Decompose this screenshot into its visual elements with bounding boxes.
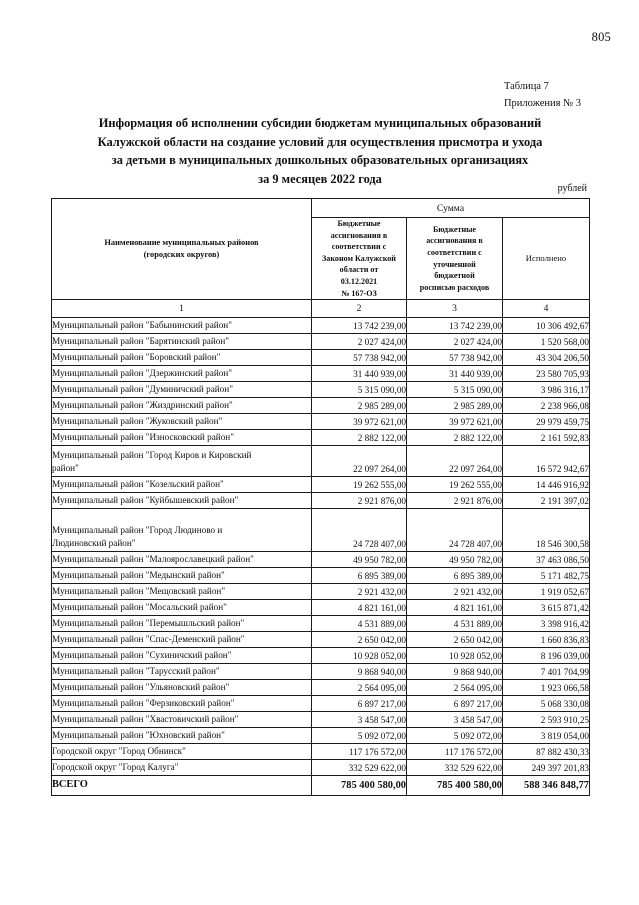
col2-line5: области от [339, 265, 379, 275]
cell-revised-assignments: 117 176 572,00 [407, 744, 503, 760]
cell-municipality-name: Муниципальный район "Износковский район" [52, 430, 312, 446]
cell-executed: 5 171 482,75 [503, 568, 590, 584]
cell-law-assignments: 24 728 407,00 [312, 509, 407, 552]
cell-law-assignments: 5 315 090,00 [312, 382, 407, 398]
cell-executed: 1 660 836,83 [503, 632, 590, 648]
title-line-4: за 9 месяцев 2022 года [258, 171, 382, 186]
document-meta [504, 78, 581, 112]
column-header-executed: Исполнено [503, 218, 590, 300]
cell-law-assignments: 332 529 622,00 [312, 760, 407, 776]
column-header-name-line2: (городских округов) [143, 250, 220, 260]
cell-executed: 3 819 054,00 [503, 728, 590, 744]
cell-municipality-name: Муниципальный район "Мещовский район" [52, 584, 312, 600]
cell-executed: 2 238 966,08 [503, 398, 590, 414]
cell-revised-assignments: 5 315 090,00 [407, 382, 503, 398]
cell-law-assignments: 2 921 432,00 [312, 584, 407, 600]
column-header-sum-group: Сумма [312, 199, 590, 218]
cell-law-assignments: 10 928 052,00 [312, 648, 407, 664]
cell-executed: 3 398 916,42 [503, 616, 590, 632]
table-row [52, 648, 590, 664]
col3-line6: росписью расходов [419, 282, 490, 292]
column-header-law-assignments [312, 218, 407, 300]
table-row [52, 414, 590, 430]
cell-name-line2: Людиновский район" [52, 537, 136, 548]
cell-executed: 2 161 592,83 [503, 430, 590, 446]
table-row [52, 334, 590, 350]
cell-executed: 1 520 568,00 [503, 334, 590, 350]
col2-line6: 03.12.2021 [340, 276, 378, 286]
cell-executed: 1 919 052,67 [503, 584, 590, 600]
cell-law-assignments: 39 972 621,00 [312, 414, 407, 430]
col2-line1: Бюджетные [337, 219, 381, 228]
cell-revised-assignments: 2 650 042,00 [407, 632, 503, 648]
column-number-3: 3 [407, 300, 503, 318]
table-row [52, 398, 590, 414]
cell-revised-assignments: 9 868 940,00 [407, 664, 503, 680]
cell-municipality-name: Муниципальный район "Жиздринский район" [52, 398, 312, 414]
cell-executed: 2 191 397,02 [503, 493, 590, 509]
cell-revised-assignments: 2 985 289,00 [407, 398, 503, 414]
cell-revised-assignments: 2 921 876,00 [407, 493, 503, 509]
title-line-3: за детьми в муниципальных дошкольных образовательных организациях [111, 153, 529, 168]
table-row [52, 728, 590, 744]
cell-revised-assignments: 39 972 621,00 [407, 414, 503, 430]
cell-executed: 14 446 916,92 [503, 477, 590, 493]
cell-law-assignments: 117 176 572,00 [312, 744, 407, 760]
document-title [50, 114, 590, 188]
cell-revised-assignments: 13 742 239,00 [407, 318, 503, 334]
cell-municipality-name: Муниципальный район "Спас-Деменский район" [52, 632, 312, 648]
cell-municipality-name: Муниципальный район "Мосальский район" [52, 600, 312, 616]
cell-law-assignments: 19 262 555,00 [312, 477, 407, 493]
table-row [52, 696, 590, 712]
table-body [52, 318, 590, 796]
cell-law-assignments: 49 950 782,00 [312, 552, 407, 568]
col2-line2: ассигнования в [330, 230, 388, 240]
cell-executed: 23 580 705,93 [503, 366, 590, 382]
cell-revised-assignments: 6 897 217,00 [407, 696, 503, 712]
col3-line2: ассигнования в [426, 236, 483, 246]
cell-municipality-name: Муниципальный район "Ферзиковский район" [52, 696, 312, 712]
cell-revised-assignments: 6 895 389,00 [407, 568, 503, 584]
column-header-name-line1: Наименование муниципальных районов [104, 238, 259, 248]
cell-revised-assignments: 2 882 122,00 [407, 430, 503, 446]
table-row [52, 664, 590, 680]
col3-line4: уточненной [433, 259, 476, 269]
cell-law-assignments: 2 882 122,00 [312, 430, 407, 446]
col3-line5: бюджетной [434, 271, 475, 281]
cell-name-line2: район" [52, 462, 79, 473]
cell-executed: 87 882 430,33 [503, 744, 590, 760]
cell-law-assignments: 6 897 217,00 [312, 696, 407, 712]
cell-municipality-name: Муниципальный район "Медынский район" [52, 568, 312, 584]
cell-revised-assignments: 4 531 889,00 [407, 616, 503, 632]
cell-municipality-name: Городской округ "Город Обнинск" [52, 744, 312, 760]
cell-municipality-name: Муниципальный район "Жуковский район" [52, 414, 312, 430]
cell-law-assignments: 2 985 289,00 [312, 398, 407, 414]
cell-municipality-name [52, 446, 312, 477]
cell-law-assignments: 2 650 042,00 [312, 632, 407, 648]
title-line-1: Информация об исполнении субсидии бюджетам муниципальных образований [98, 116, 542, 130]
cell-municipality-name: Муниципальный район "Ульяновский район" [52, 680, 312, 696]
subsidy-execution-table [51, 198, 590, 796]
table-row [52, 366, 590, 382]
table-row [52, 568, 590, 584]
column-header-name [52, 199, 312, 300]
table-row [52, 616, 590, 632]
column-number-4: 4 [503, 300, 590, 318]
cell-total-law: 785 400 580,00 [312, 776, 407, 796]
table-head-row-group [52, 199, 590, 218]
cell-total-label: ВСЕГО [52, 776, 312, 796]
cell-revised-assignments: 3 458 547,00 [407, 712, 503, 728]
cell-revised-assignments: 57 738 942,00 [407, 350, 503, 366]
cell-executed: 2 593 910,25 [503, 712, 590, 728]
cell-municipality-name: Муниципальный район "Козельский район" [52, 477, 312, 493]
cell-executed: 29 979 459,75 [503, 414, 590, 430]
cell-revised-assignments: 19 262 555,00 [407, 477, 503, 493]
cell-law-assignments: 2 564 095,00 [312, 680, 407, 696]
cell-revised-assignments: 49 950 782,00 [407, 552, 503, 568]
cell-law-assignments: 13 742 239,00 [312, 318, 407, 334]
cell-revised-assignments: 5 092 072,00 [407, 728, 503, 744]
cell-total-revised: 785 400 580,00 [407, 776, 503, 796]
cell-municipality-name: Муниципальный район "Сухиничский район" [52, 648, 312, 664]
cell-law-assignments: 2 027 424,00 [312, 334, 407, 350]
col3-line1: Бюджетные [432, 224, 477, 234]
col2-line4: Законом Калужской [322, 253, 396, 263]
cell-revised-assignments: 2 564 095,00 [407, 680, 503, 696]
table-row [52, 584, 590, 600]
cell-law-assignments: 4 821 161,00 [312, 600, 407, 616]
cell-municipality-name: Муниципальный район "Бабынинский район" [52, 318, 312, 334]
cell-municipality-name: Муниципальный район "Думиничский район" [52, 382, 312, 398]
cell-executed: 37 463 086,50 [503, 552, 590, 568]
cell-law-assignments: 9 868 940,00 [312, 664, 407, 680]
cell-municipality-name: Муниципальный район "Юхновский район" [52, 728, 312, 744]
cell-municipality-name: Муниципальный район "Боровский район" [52, 350, 312, 366]
cell-municipality-name: Муниципальный район "Тарусский район" [52, 664, 312, 680]
cell-executed: 5 068 330,08 [503, 696, 590, 712]
cell-municipality-name [52, 509, 312, 552]
table-row [52, 712, 590, 728]
appendix-label: Приложения № 3 [503, 98, 581, 109]
col2-line3: соответствии с [331, 242, 387, 252]
cell-law-assignments: 57 738 942,00 [312, 350, 407, 366]
column-number-2: 2 [312, 300, 407, 318]
cell-revised-assignments: 2 921 432,00 [407, 584, 503, 600]
cell-revised-assignments: 2 027 424,00 [407, 334, 503, 350]
table-row [52, 632, 590, 648]
cell-executed: 43 304 206,50 [503, 350, 590, 366]
cell-executed: 8 196 039,00 [503, 648, 590, 664]
cell-executed: 249 397 201,83 [503, 760, 590, 776]
cell-revised-assignments: 10 928 052,00 [407, 648, 503, 664]
table-row [52, 430, 590, 446]
table-row [52, 318, 590, 334]
cell-municipality-name: Муниципальный район "Малоярославецкий район" [52, 552, 312, 568]
cell-municipality-name: Муниципальный район "Куйбышевский район" [52, 493, 312, 509]
cell-name-line1: Муниципальный район "Город Киров и Кировский [52, 450, 252, 461]
cell-municipality-name: Муниципальный район "Барятинский район" [52, 334, 312, 350]
cell-law-assignments: 4 531 889,00 [312, 616, 407, 632]
units-label: рублей [557, 183, 587, 194]
table-row [52, 446, 590, 477]
table-row [52, 350, 590, 366]
table-label: Таблица 7 [503, 81, 549, 92]
cell-municipality-name: Муниципальный район "Перемышльский район" [52, 616, 312, 632]
cell-revised-assignments: 24 728 407,00 [407, 509, 503, 552]
table-row [52, 382, 590, 398]
table-row [52, 600, 590, 616]
table-column-number-row [52, 300, 590, 318]
cell-law-assignments: 22 097 264,00 [312, 446, 407, 477]
table-row [52, 493, 590, 509]
cell-executed: 7 401 704,99 [503, 664, 590, 680]
column-number-1: 1 [52, 300, 312, 318]
cell-municipality-name: Муниципальный район "Хвастовичский район" [52, 712, 312, 728]
col3-line3: соответствии с [427, 247, 482, 257]
page-number: 805 [591, 30, 611, 44]
cell-total-executed: 588 346 848,77 [503, 776, 590, 796]
cell-revised-assignments: 31 440 939,00 [407, 366, 503, 382]
cell-revised-assignments: 332 529 622,00 [407, 760, 503, 776]
table-head [52, 199, 590, 318]
cell-revised-assignments: 22 097 264,00 [407, 446, 503, 477]
cell-executed: 3 986 316,17 [503, 382, 590, 398]
cell-executed: 16 572 942,67 [503, 446, 590, 477]
column-header-revised-assignments [407, 218, 503, 300]
table-row [52, 680, 590, 696]
cell-law-assignments: 5 092 072,00 [312, 728, 407, 744]
cell-executed: 18 546 300,58 [503, 509, 590, 552]
table-row [52, 509, 590, 552]
cell-law-assignments: 31 440 939,00 [312, 366, 407, 382]
table-total-row [52, 776, 590, 796]
cell-executed: 3 615 871,42 [503, 600, 590, 616]
cell-law-assignments: 3 458 547,00 [312, 712, 407, 728]
cell-executed: 10 306 492,67 [503, 318, 590, 334]
table-row [52, 760, 590, 776]
cell-municipality-name: Муниципальный район "Дзержинский район" [52, 366, 312, 382]
cell-law-assignments: 6 895 389,00 [312, 568, 407, 584]
table-row [52, 744, 590, 760]
cell-name-line1: Муниципальный район "Город Людиново и [52, 525, 223, 536]
table-row [52, 552, 590, 568]
table-row [52, 477, 590, 493]
cell-municipality-name: Городской округ "Город Калуга" [52, 760, 312, 776]
cell-law-assignments: 2 921 876,00 [312, 493, 407, 509]
title-line-2: Калужской области на создание условий для осуществления присмотра и ухода [97, 134, 543, 149]
cell-revised-assignments: 4 821 161,00 [407, 600, 503, 616]
cell-executed: 1 923 066,58 [503, 680, 590, 696]
col2-line7: № 167-ОЗ [341, 288, 377, 298]
